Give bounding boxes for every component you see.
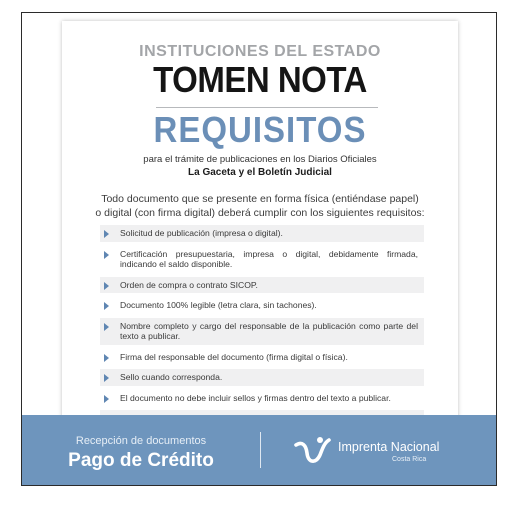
list-item	[100, 277, 424, 294]
bullet-arrow-icon	[104, 251, 109, 259]
list-item-text: Sello cuando corresponda.	[120, 372, 223, 382]
list-item-text: Firma del responsable del documento (firma digital o física).	[120, 351, 348, 362]
requirements-title: REQUISITOS	[153, 109, 367, 150]
list-item	[100, 390, 424, 407]
footer-band	[22, 415, 496, 486]
list-item-text: El documento no debe incluir sellos y firmas dentro del texto a publicar.	[120, 392, 391, 403]
list-item	[100, 246, 424, 273]
list-item-text: Nombre completo y cargo del responsable de la publicación como parte del texto a publicar.	[120, 320, 418, 341]
list-item	[100, 369, 424, 386]
intro-line-1: Todo documento que se presente en forma física (entiéndase papel)	[101, 193, 419, 205]
brand-name: Imprenta Nacional	[338, 440, 440, 454]
kicker-text: INSTITUCIONES DEL ESTADO	[139, 43, 381, 60]
subtitle-line-1: para el trámite de publicaciones en los Diarios Oficiales	[143, 154, 377, 165]
poster-frame	[21, 12, 497, 486]
list-item	[100, 297, 424, 314]
divider-rule	[156, 107, 378, 108]
list-item-text: Solicitud de publicación (impresa o digital).	[120, 228, 283, 238]
list-item	[100, 318, 424, 345]
bullet-arrow-icon	[104, 374, 109, 382]
subtitle-line-2: La Gaceta y el Boletín Judicial	[188, 167, 332, 178]
list-item-text: Certificación presupuestaria, impresa o digital, debidamente firmada, indicando el saldo disponible.	[120, 248, 418, 269]
list-item-text: Documento 100% legible (letra clara, sin tachones).	[120, 300, 317, 310]
requirements-list	[100, 225, 424, 441]
bullet-arrow-icon	[104, 395, 109, 403]
bullet-arrow-icon	[104, 230, 109, 238]
intro-text	[84, 192, 436, 220]
footer-divider	[260, 432, 261, 468]
list-item	[100, 349, 424, 366]
bullet-arrow-icon	[104, 302, 109, 310]
poster-sheet	[62, 21, 458, 431]
intro-line-2: o digital (con firma digital) deberá cumplir con los siguientes requisitos:	[95, 207, 425, 219]
payment-label: Pago de Crédito	[68, 450, 214, 471]
list-item	[100, 225, 424, 242]
bullet-arrow-icon	[104, 323, 109, 331]
brand-country: Costa Rica	[392, 456, 427, 463]
bullet-arrow-icon	[104, 282, 109, 290]
headline: TOMEN NOTA	[153, 59, 367, 100]
reception-label: Recepción de documentos	[75, 435, 207, 447]
bullet-arrow-icon	[104, 354, 109, 362]
list-item-text: Orden de compra o contrato SICOP.	[120, 279, 258, 290]
imprenta-nacional-logo-icon	[293, 433, 331, 469]
